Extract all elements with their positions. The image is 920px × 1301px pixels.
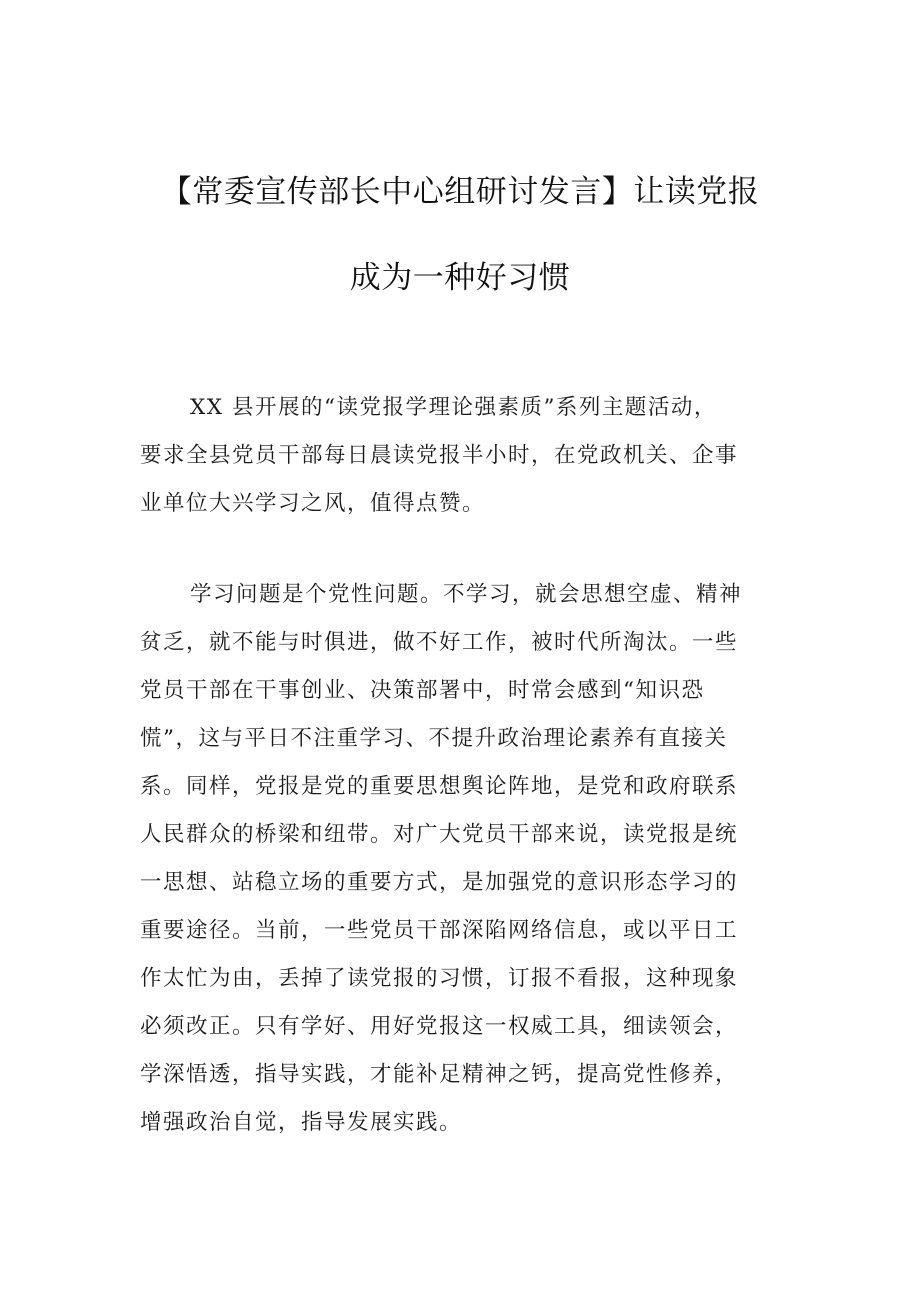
paragraph-line: 增强政治自觉，指导发展实践。	[140, 1110, 463, 1135]
paragraph-line: 系。同样，党报是党的重要思想舆论阵地，是党和政府联系	[140, 774, 739, 799]
paragraph-line: 慌”，这与平日不注重学习、不提升政治理论素养有直接关	[140, 726, 728, 751]
paragraph-line: 业单位大兴学习之风，值得点赞。	[140, 491, 486, 516]
paragraph-line: 一思想、站稳立场的重要方式，是加强党的意识形态学习的	[140, 870, 739, 895]
paragraph-line: 要求全县党员干部每日晨读党报半小时，在党政机关、企事	[140, 443, 739, 468]
paragraph-line: XX 县开展的“读党报学理论强素质”系列主题活动，	[190, 395, 717, 420]
paragraph-line: 贫乏，就不能与时俱进，做不好工作，被时代所淘汰。一些	[140, 630, 739, 655]
paragraph-line: 必须改正。只有学好、用好党报这一权威工具，细读领会，	[140, 1014, 739, 1039]
paragraph-line: 作太忙为由，丢掉了读党报的习惯，订报不看报，这种现象	[140, 966, 739, 991]
paragraph-line: 重要途径。当前，一些党员干部深陷网络信息，或以平日工	[140, 918, 739, 943]
document-title-line-2: 成为一种好习惯	[349, 260, 571, 296]
paragraph-line: 学习问题是个党性问题。不学习，就会思想空虚、精神	[190, 582, 743, 607]
document-title-line-1: 【常委宣传部长中心组研讨发言】让读党报	[160, 174, 760, 210]
paragraph-line: 学深悟透，指导实践，才能补足精神之钙，提高党性修养，	[140, 1062, 739, 1087]
paragraph-line: 党员干部在干事创业、决策部署中，时常会感到“知识恐	[140, 678, 705, 703]
paragraph-line: 人民群众的桥梁和纽带。对广大党员干部来说，读党报是统	[140, 822, 739, 847]
